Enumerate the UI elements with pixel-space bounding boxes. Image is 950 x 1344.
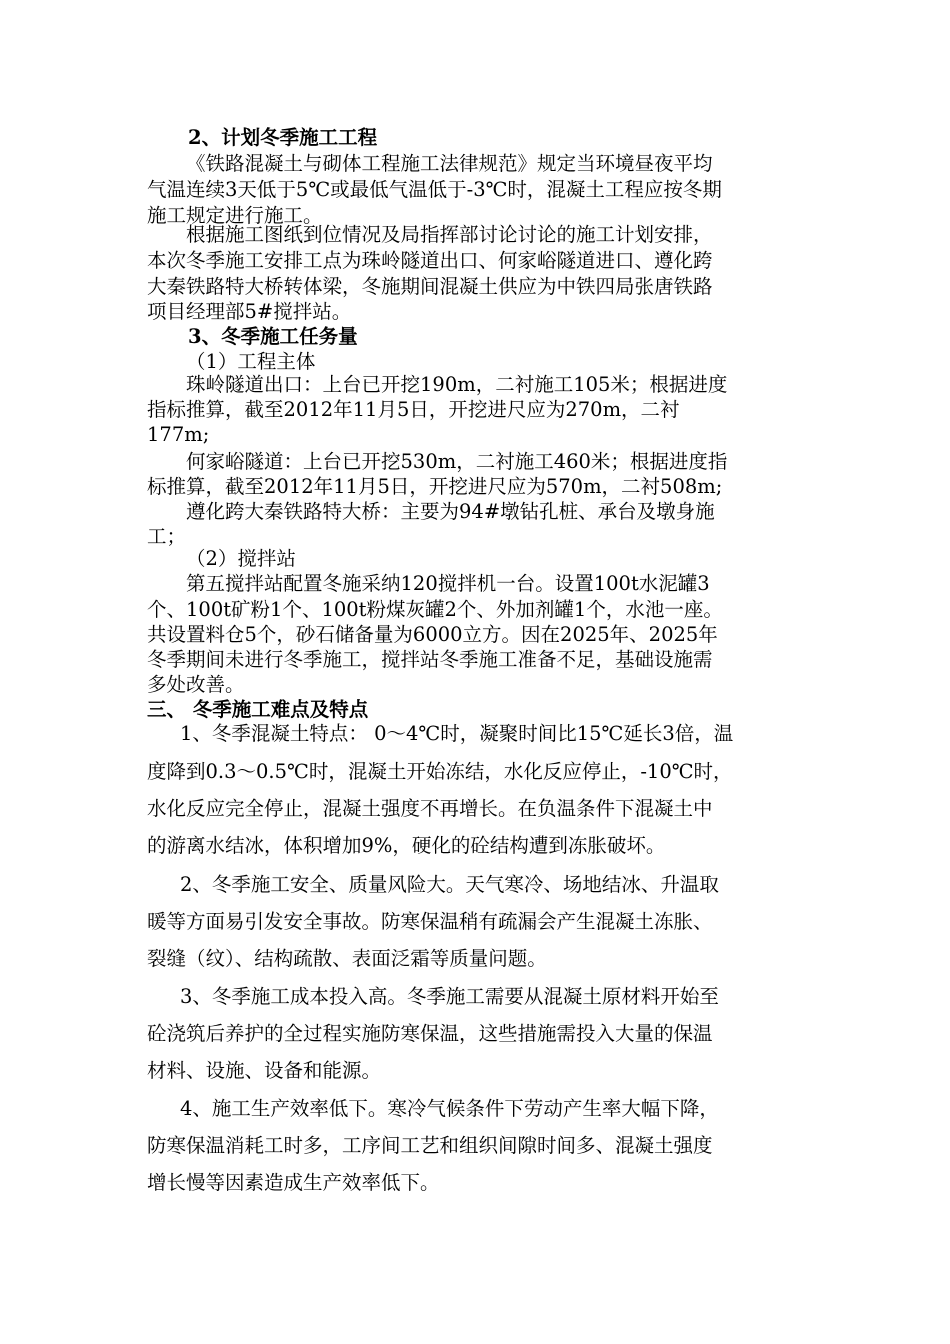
paragraph-line: 大秦铁路特大桥转体梁，冬施期间混凝土供应为中铁四局张唐铁路 [147,275,713,298]
paragraph-line: 第五搅拌站配置冬施采纳120搅拌机一台。设置100t水泥罐3 [186,572,710,595]
paragraph-line: 多处改善。 [147,673,245,696]
paragraph-line: 2、冬季施工安全、质量风险大。天气寒冷、场地结冰、升温取 [180,873,719,896]
paragraph-line: 项目经理部5#搅拌站。 [147,300,352,323]
paragraph-line: 的游离水结冰，体积增加9%，硬化的砼结构遭到冻胀破坏。 [147,834,666,857]
paragraph-line: 裂缝（纹）、结构疏散、表面泛霜等质量问题。 [147,947,547,970]
subheading-mixing-station: （2）搅拌站 [186,547,296,570]
section-2-heading: 2、计划冬季施工工程 [188,126,378,149]
paragraph-line: 3、冬季施工成本投入高。冬季施工需要从混凝土原材料开始至 [180,985,719,1008]
paragraph-line: 工； [147,525,187,548]
paragraph-line: 施工规定进行施工。 [147,204,323,227]
paragraph-line: 水化反应完全停止，混凝土强度不再增长。在负温条件下混凝土中 [147,797,713,820]
paragraph-line: 气温连续3天低于5℃或最低气温低于-3℃时，混凝土工程应按冬期 [147,178,722,201]
paragraph-line: 177m; [147,423,210,446]
section-3-heading: 3、冬季施工任务量 [188,325,358,348]
paragraph-line: 遵化跨大秦铁路特大桥：主要为94#墩钻孔桩、承台及墩身施 [186,500,715,523]
paragraph-line: 防寒保温消耗工时多，工序间工艺和组织间隙时间多、混凝土强度 [147,1134,713,1157]
paragraph-line: 个、100t矿粉1个、100t粉煤灰罐2个、外加剂罐1个，水池一座。 [147,598,723,621]
subheading-main-works: （1）工程主体 [186,350,316,373]
paragraph-line: 材料、设施、设备和能源。 [147,1059,382,1082]
paragraph-line: 增长慢等因素造成生产效率低下。 [147,1171,440,1194]
paragraph-line: 本次冬季施工安排工点为珠岭隧道出口、何家峪隧道进口、遵化跨 [147,249,713,272]
paragraph-line: 指标推算，截至2012年11月5日，开挖进尺应为270m，二衬 [147,398,680,421]
paragraph-line: 度降到0.3～0.5℃时，混凝土开始冻结，水化反应停止，-10℃时， [147,760,733,783]
part-three-heading: 三、 冬季施工难点及特点 [147,698,369,721]
paragraph-line: 4、施工生产效率低下。寒冷气候条件下劳动产生率大幅下降， [180,1097,719,1120]
paragraph-line: 冬季期间未进行冬季施工，搅拌站冬季施工准备不足，基础设施需 [147,648,713,671]
paragraph-line: 标推算，截至2012年11月5日，开挖进尺应为570m，二衬508m; [147,475,723,498]
paragraph-line: 1、冬季混凝土特点： 0～4℃时，凝聚时间比15℃延长3倍，温 [180,722,734,745]
paragraph-line: 何家峪隧道：上台已开挖530m，二衬施工460米；根据进度指 [186,450,728,473]
paragraph-line: 根据施工图纸到位情况及局指挥部讨论讨论的施工计划安排， [186,223,713,246]
paragraph-line: 《铁路混凝土与砌体工程施工法律规范》规定当环境昼夜平均 [186,152,713,175]
paragraph-line: 砼浇筑后养护的全过程实施防寒保温，这些措施需投入大量的保温 [147,1022,713,1045]
paragraph-line: 珠岭隧道出口：上台已开挖190m，二衬施工105米；根据进度 [186,373,728,396]
paragraph-line: 暖等方面易引发安全事故。防寒保温稍有疏漏会产生混凝土冻胀、 [147,910,713,933]
paragraph-line: 共设置料仓5个，砂石储备量为6000立方。因在2025年、2025年 [147,623,718,646]
